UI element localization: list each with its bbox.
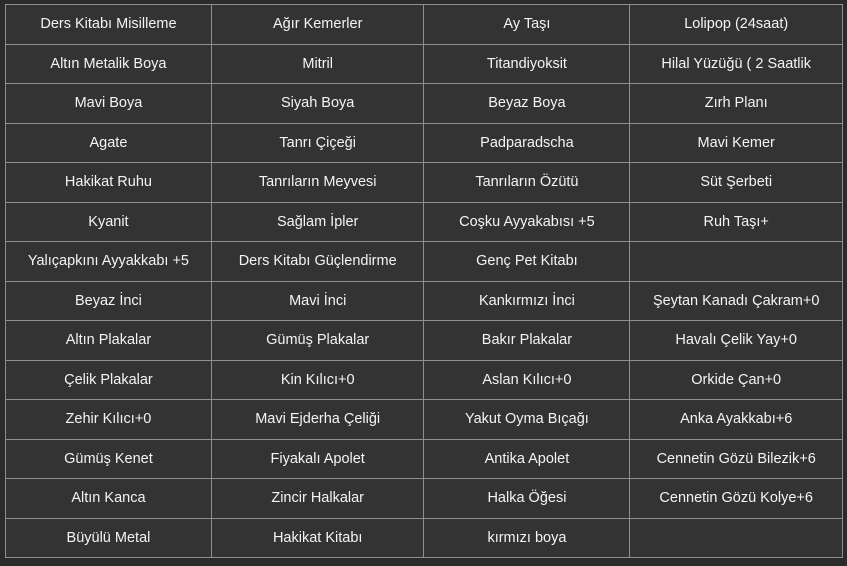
table-cell[interactable]: Padparadscha bbox=[424, 123, 630, 163]
table-cell bbox=[630, 242, 843, 282]
table-cell[interactable]: Yalıçapkını Ayyakkabı +5 bbox=[6, 242, 212, 282]
table-cell[interactable]: Gümüş Plakalar bbox=[211, 321, 424, 361]
table-row bbox=[6, 321, 843, 361]
table-cell bbox=[630, 518, 843, 558]
table-row bbox=[6, 400, 843, 440]
table-cell[interactable]: Anka Ayakkabı+6 bbox=[630, 400, 843, 440]
table-row bbox=[6, 242, 843, 282]
table-cell[interactable]: Ay Taşı bbox=[424, 5, 630, 45]
table-cell[interactable]: Sağlam İpler bbox=[211, 202, 424, 242]
table-cell[interactable]: Genç Pet Kitabı bbox=[424, 242, 630, 282]
table-cell[interactable]: Mavi Boya bbox=[6, 84, 212, 124]
table-cell[interactable]: Tanrı Çiçeği bbox=[211, 123, 424, 163]
table-cell[interactable]: Hilal Yüzüğü ( 2 Saatlik bbox=[630, 44, 843, 84]
table-cell[interactable]: Coşku Ayyakabısı +5 bbox=[424, 202, 630, 242]
table-cell[interactable]: Cennetin Gözü Kolye+6 bbox=[630, 479, 843, 519]
table-cell[interactable]: Mavi Kemer bbox=[630, 123, 843, 163]
table-row bbox=[6, 163, 843, 203]
table-cell[interactable]: Mavi Ejderha Çeliği bbox=[211, 400, 424, 440]
table-cell[interactable]: Halka Öğesi bbox=[424, 479, 630, 519]
table-cell[interactable]: Zehir Kılıcı+0 bbox=[6, 400, 212, 440]
table-cell[interactable]: Tanrıların Özütü bbox=[424, 163, 630, 203]
table-row bbox=[6, 84, 843, 124]
table-cell[interactable]: Kyanit bbox=[6, 202, 212, 242]
table-row bbox=[6, 5, 843, 45]
table-cell[interactable]: Havalı Çelik Yay+0 bbox=[630, 321, 843, 361]
table-cell[interactable]: Antika Apolet bbox=[424, 439, 630, 479]
table-cell[interactable]: Altın Kanca bbox=[6, 479, 212, 519]
table-cell[interactable]: Altın Plakalar bbox=[6, 321, 212, 361]
table-cell[interactable]: Siyah Boya bbox=[211, 84, 424, 124]
table-row bbox=[6, 123, 843, 163]
table-cell[interactable]: Kankırmızı İnci bbox=[424, 281, 630, 321]
table-cell[interactable]: Çelik Plakalar bbox=[6, 360, 212, 400]
table-row bbox=[6, 479, 843, 519]
table-cell[interactable]: Ağır Kemerler bbox=[211, 5, 424, 45]
table-cell[interactable]: Aslan Kılıcı+0 bbox=[424, 360, 630, 400]
table-row bbox=[6, 439, 843, 479]
table-cell[interactable]: Kin Kılıcı+0 bbox=[211, 360, 424, 400]
table-cell[interactable]: Bakır Plakalar bbox=[424, 321, 630, 361]
table-cell[interactable]: Ders Kitabı Misilleme bbox=[6, 5, 212, 45]
table-cell[interactable]: Ruh Taşı+ bbox=[630, 202, 843, 242]
table-cell[interactable]: Yakut Oyma Bıçağı bbox=[424, 400, 630, 440]
table-cell[interactable]: Beyaz İnci bbox=[6, 281, 212, 321]
table-cell[interactable]: Beyaz Boya bbox=[424, 84, 630, 124]
table-cell[interactable]: Gümüş Kenet bbox=[6, 439, 212, 479]
table-cell[interactable]: Lolipop (24saat) bbox=[630, 5, 843, 45]
table-cell[interactable]: Zırh Planı bbox=[630, 84, 843, 124]
table-cell[interactable]: kırmızı boya bbox=[424, 518, 630, 558]
table-cell[interactable]: Mavi İnci bbox=[211, 281, 424, 321]
table-cell[interactable]: Büyülü Metal bbox=[6, 518, 212, 558]
table-cell[interactable]: Titandiyoksit bbox=[424, 44, 630, 84]
table-cell[interactable]: Tanrıların Meyvesi bbox=[211, 163, 424, 203]
table-cell[interactable]: Fiyakalı Apolet bbox=[211, 439, 424, 479]
table-row bbox=[6, 202, 843, 242]
table-cell[interactable]: Zincir Halkalar bbox=[211, 479, 424, 519]
table-row bbox=[6, 518, 843, 558]
table-cell[interactable]: Mitril bbox=[211, 44, 424, 84]
table-cell[interactable]: Altın Metalik Boya bbox=[6, 44, 212, 84]
table-cell[interactable]: Orkide Çan+0 bbox=[630, 360, 843, 400]
table-cell[interactable]: Hakikat Ruhu bbox=[6, 163, 212, 203]
table-cell[interactable]: Ders Kitabı Güçlendirme bbox=[211, 242, 424, 282]
item-table-body bbox=[6, 5, 843, 558]
table-cell[interactable]: Hakikat Kitabı bbox=[211, 518, 424, 558]
table-row bbox=[6, 281, 843, 321]
table-cell[interactable]: Cennetin Gözü Bilezik+6 bbox=[630, 439, 843, 479]
table-row bbox=[6, 360, 843, 400]
table-cell[interactable]: Süt Şerbeti bbox=[630, 163, 843, 203]
table-row bbox=[6, 44, 843, 84]
table-cell[interactable]: Agate bbox=[6, 123, 212, 163]
table-cell[interactable]: Şeytan Kanadı Çakram+0 bbox=[630, 281, 843, 321]
item-table bbox=[5, 4, 843, 558]
